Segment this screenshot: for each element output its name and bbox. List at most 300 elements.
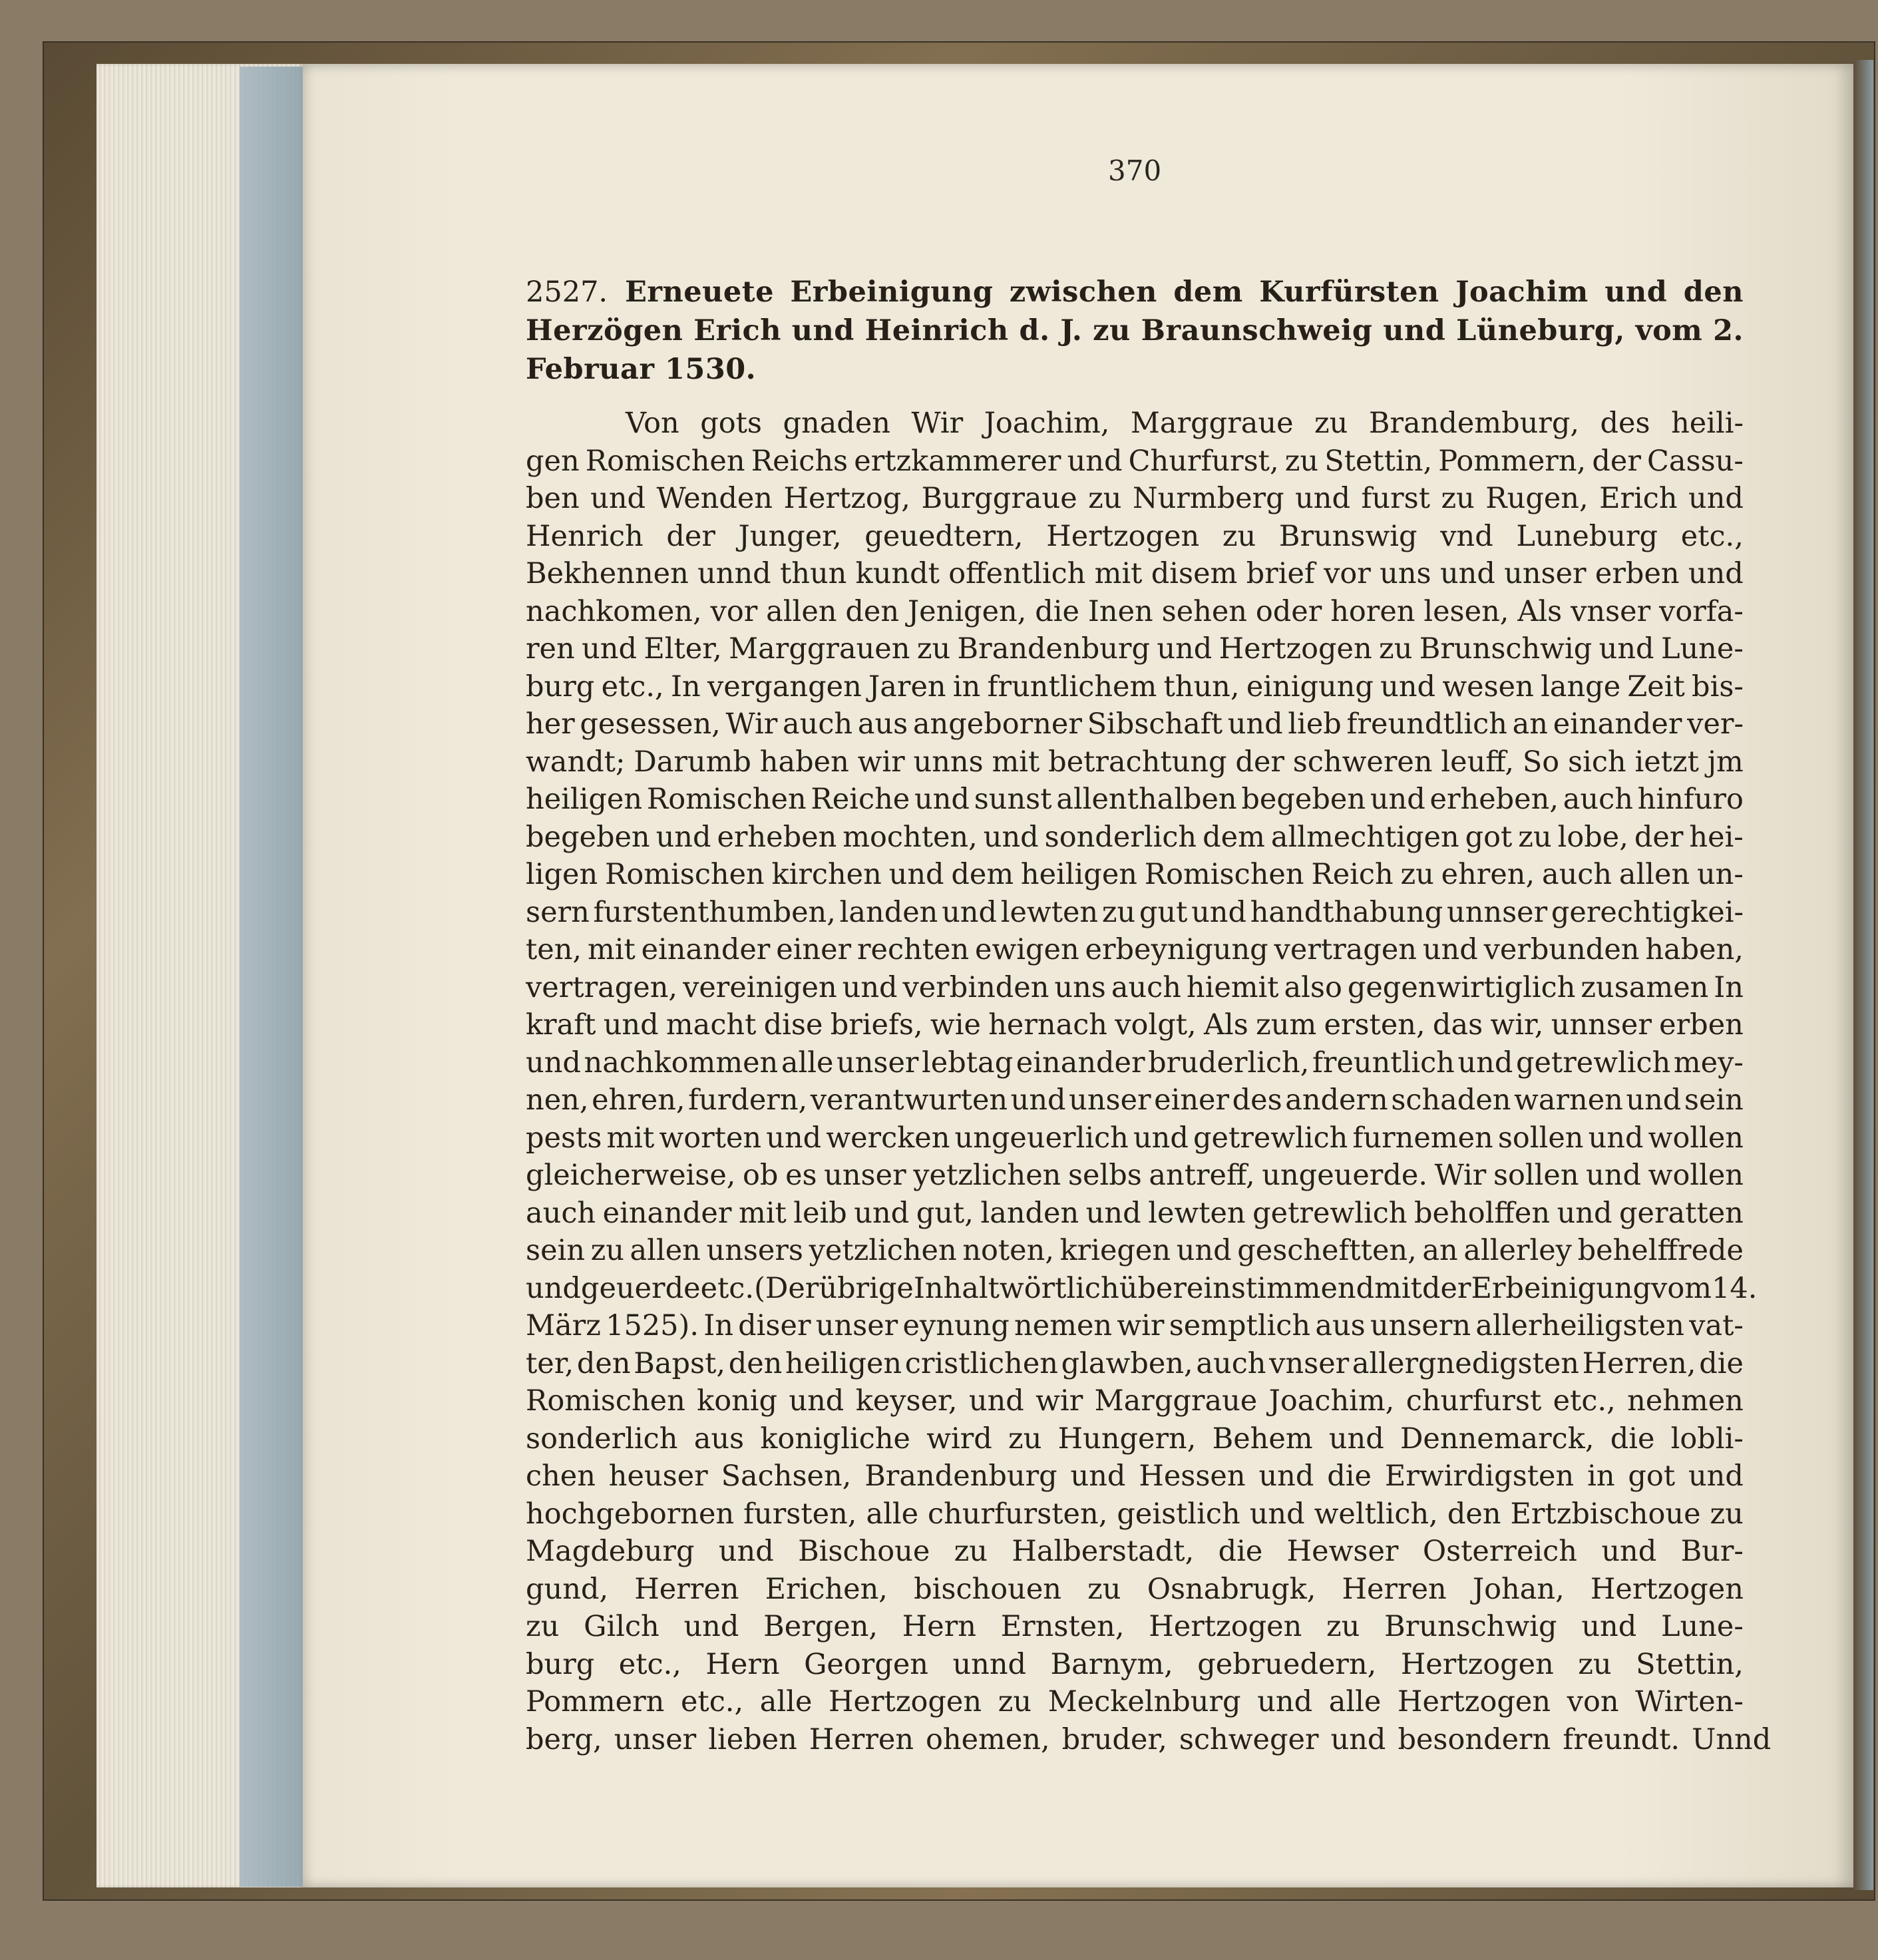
text-line (526, 894, 1744, 932)
text-word: gots (700, 407, 762, 440)
text-line (526, 1495, 1744, 1533)
text-word: wir, (1490, 1008, 1544, 1042)
document-heading (526, 273, 1744, 389)
text-word: Reiche (811, 783, 910, 816)
text-word: und (914, 783, 970, 816)
text-line (526, 518, 1744, 556)
text-word: ungeuerlich (954, 1121, 1129, 1155)
text-word: lieben (708, 1722, 797, 1756)
text-word: und (1085, 1196, 1141, 1230)
text-word: Hertzogen (1219, 632, 1372, 666)
text-word: Zeit (1627, 670, 1685, 703)
text-word: zu (590, 1234, 624, 1267)
text-word: und (1010, 1083, 1066, 1117)
text-word: gnaden (783, 407, 890, 440)
text-word: getrewlich (1193, 1121, 1348, 1155)
text-word: dise (763, 1008, 823, 1042)
text-line (526, 630, 1744, 668)
text-word: zu (1578, 1647, 1612, 1681)
text-word: zu (954, 1535, 988, 1568)
text-word: wir (1117, 1309, 1165, 1342)
text-word: und (1688, 557, 1744, 590)
text-word: Brandenburg (957, 632, 1150, 666)
text-word: einander (1553, 707, 1682, 741)
body-text (526, 405, 1772, 1758)
text-word: einer (776, 933, 852, 966)
text-word: heiligen (1020, 858, 1137, 891)
text-word: geistlich (1117, 1497, 1240, 1531)
text-word: fruntlichem (987, 670, 1157, 703)
text-word: und (1133, 1121, 1189, 1155)
text-word: Johan, (1472, 1572, 1565, 1606)
text-word: zu (1326, 1610, 1360, 1643)
text-word: Als (1203, 1008, 1248, 1042)
text-word: ob (743, 1159, 779, 1192)
text-word: und (1586, 1159, 1642, 1192)
text-word: wir (1035, 1384, 1083, 1418)
text-word: und (1688, 1460, 1744, 1493)
text-word: einander (602, 1196, 732, 1230)
text-word: zu (998, 1685, 1032, 1718)
text-word: Darumb (634, 745, 751, 779)
text-line (526, 1006, 1744, 1044)
text-word: schaden (1391, 1083, 1511, 1117)
text-word: lobe, (1557, 820, 1628, 854)
text-word: und (789, 1384, 845, 1418)
text-word: gleicherweise, (526, 1159, 736, 1192)
text-word: aus (1315, 1309, 1366, 1342)
text-line (526, 1044, 1744, 1082)
text-word: erben (1595, 557, 1680, 590)
text-word: furstenthumben, (593, 895, 836, 929)
text-word: Hertzogen (1400, 1647, 1554, 1681)
text-word: Lune- (1660, 1610, 1744, 1643)
text-word: mit (1094, 557, 1143, 590)
text-line (526, 443, 1744, 481)
text-word: 14. (1712, 1271, 1758, 1305)
text-word: ietzt (1634, 745, 1699, 779)
text-word: heiligen (526, 783, 643, 816)
text-word: wesen (1442, 670, 1534, 703)
text-word: sonderlich (1044, 820, 1197, 854)
text-word: etc., (1553, 1384, 1616, 1418)
text-word: yetzlichen (913, 1159, 1061, 1192)
text-word: freundt. (1563, 1722, 1680, 1756)
text-word: betrachtung (1048, 745, 1227, 779)
text-word: furnemen (1352, 1121, 1493, 1155)
text-word: Osnabrugk, (1147, 1572, 1316, 1606)
text-word: worten (659, 1121, 762, 1155)
text-word: got (1628, 1460, 1676, 1493)
text-word: un- (1696, 858, 1744, 891)
text-word: glawben, (1061, 1346, 1193, 1380)
text-word: und (1588, 1121, 1644, 1155)
text-word: und (590, 482, 646, 515)
text-word: auch (526, 1196, 596, 1230)
text-word: mit (738, 1196, 787, 1230)
text-line (526, 555, 1744, 593)
text-word: haben (759, 745, 849, 779)
text-word: lesen, (1423, 594, 1509, 628)
text-word: aus (857, 707, 908, 741)
text-word: die (1327, 1460, 1372, 1493)
text-word: etc., (680, 1685, 744, 1718)
text-word: der (1421, 1271, 1471, 1305)
text-word: wercken (826, 1121, 950, 1155)
text-word: ren (526, 632, 575, 666)
text-word: fursten, (743, 1497, 857, 1531)
text-word: und (842, 970, 898, 1004)
text-word: Brunswig (1278, 519, 1417, 553)
text-word: gescheftten, (1237, 1234, 1417, 1267)
text-line (526, 1345, 1744, 1383)
text-line (526, 1195, 1744, 1233)
text-word: einigung (1246, 670, 1374, 703)
text-word: des (1232, 1083, 1282, 1117)
text-word: Pommern, (1438, 444, 1587, 478)
text-word: Halberstadt, (1012, 1535, 1195, 1568)
text-word: geratten (1619, 1196, 1744, 1230)
text-word: Osterreich (1422, 1535, 1577, 1568)
text-word: etc. (700, 1271, 755, 1305)
text-word: Stettin, (1324, 444, 1433, 478)
text-word: Herren, (1582, 1346, 1696, 1380)
text-word: Nurmberg (1132, 482, 1284, 515)
text-word: Joachim, (984, 407, 1110, 440)
text-word: Magdeburg (526, 1535, 695, 1568)
text-word: und (603, 1008, 659, 1042)
text-word: vom (1651, 1271, 1712, 1305)
text-word: in (1587, 1460, 1615, 1493)
text-word: unnser (1551, 1008, 1652, 1042)
text-word: heuser (608, 1460, 708, 1493)
text-word: Inhalt (913, 1271, 1000, 1305)
text-word: gegenwirtiglich (1347, 970, 1576, 1004)
text-word: schweren (1292, 745, 1433, 779)
text-word: So (1522, 745, 1560, 779)
text-word: Erichen, (765, 1572, 888, 1606)
text-word: konigliche (760, 1422, 910, 1456)
text-word: Sibschaft (1087, 707, 1223, 741)
text-word: allen (630, 1234, 701, 1267)
text-word: Erich (1599, 482, 1678, 515)
text-word: ver- (1687, 707, 1744, 741)
text-word: und (1257, 1685, 1313, 1718)
text-word: unser (1069, 1083, 1151, 1117)
text-word: andern (1285, 1083, 1388, 1117)
text-word: wird (926, 1422, 992, 1456)
text-word: den (728, 1346, 783, 1380)
text-word: Hertzogen (1046, 519, 1200, 553)
text-word: konig (697, 1384, 778, 1418)
text-word: Brunschwig (1419, 632, 1593, 666)
text-word: Bergen, (763, 1610, 878, 1643)
text-word: eynung (902, 1309, 1010, 1342)
text-word: Bischoue (798, 1535, 930, 1568)
text-word: und (1249, 1497, 1305, 1531)
text-word: sollen (1497, 1121, 1584, 1155)
text-word: wollen (1648, 1121, 1744, 1155)
text-word: getrewlich (1515, 1046, 1671, 1079)
text-word: nachkomen, (526, 594, 702, 628)
text-word: Sachsen, (721, 1460, 852, 1493)
text-word: zu (916, 632, 951, 666)
text-word: der (1592, 444, 1641, 478)
text-word: offentlich (948, 557, 1086, 590)
text-word: unser (1504, 557, 1587, 590)
text-word: und (526, 1271, 581, 1305)
text-word: allmechtigen (1270, 820, 1459, 854)
text-word: rechten (856, 933, 970, 966)
text-word: unsern (1370, 1309, 1471, 1342)
text-word: ungeuerde. (1262, 1159, 1427, 1192)
text-word: Romischen (604, 858, 765, 891)
text-word: und (1598, 632, 1654, 666)
text-word: bischouen (914, 1572, 1061, 1606)
text-word: Burggraue (921, 482, 1077, 515)
text-line (526, 1458, 1744, 1495)
text-word: furdern, (688, 1083, 808, 1117)
text-word: alle (866, 1497, 919, 1531)
text-word: leib (793, 1196, 847, 1230)
text-word: mey- (1673, 1046, 1744, 1079)
text-word: Marggrauen (729, 632, 910, 666)
text-word: brief (1246, 557, 1315, 590)
text-word: leuff, (1441, 745, 1514, 779)
text-word: Stettin, (1636, 1647, 1744, 1681)
text-word: die (1035, 594, 1080, 628)
text-word: ehren, (1441, 858, 1535, 891)
right-cover-edge (1853, 60, 1873, 1890)
text-word: Herren (809, 1722, 914, 1756)
text-line (526, 1721, 1772, 1759)
text-word: allerley (1463, 1234, 1572, 1267)
text-word: erheben (717, 820, 837, 854)
text-word: thun, (1163, 670, 1240, 703)
text-word: auch (783, 707, 853, 741)
text-word: hei- (1689, 820, 1744, 854)
text-word: allen (1618, 858, 1690, 891)
text-word: got (1465, 820, 1513, 854)
text-word: Henrich (526, 519, 644, 553)
text-line (526, 969, 1744, 1007)
text-word: Marggraue (1094, 1384, 1258, 1418)
text-word: sunst (974, 783, 1052, 816)
text-word: Luneburg (1516, 519, 1658, 553)
text-word: zu (1314, 407, 1348, 440)
text-word: Wir (911, 407, 964, 440)
text-word: uns (1054, 970, 1106, 1004)
text-word: den (1447, 1497, 1501, 1531)
text-word: lobli- (1670, 1422, 1744, 1456)
text-line (526, 668, 1744, 706)
text-word: Reich (1311, 858, 1394, 891)
text-word: Von (626, 407, 679, 440)
text-word: horen (1330, 594, 1415, 628)
text-word: und (718, 1535, 774, 1568)
text-word: sein (1684, 1083, 1744, 1117)
text-word: Hertzogen (829, 1685, 982, 1718)
text-word: kraft (526, 1008, 596, 1042)
text-word: vereinigen (683, 970, 837, 1004)
text-word: und (582, 632, 637, 666)
text-word: burg (526, 1647, 595, 1681)
text-line (526, 405, 1744, 443)
text-word: und (683, 1610, 739, 1643)
text-word: etc., (1680, 519, 1744, 553)
text-word: Jaren (868, 670, 946, 703)
text-word: also (1284, 970, 1342, 1004)
text-word: allen (766, 594, 837, 628)
text-word: etc., (601, 670, 664, 703)
text-word: Reichs (751, 444, 848, 478)
text-word: März (526, 1309, 601, 1342)
text-word: alle (1328, 1685, 1382, 1718)
text-line (526, 1270, 1758, 1308)
text-word: lange (1541, 670, 1621, 703)
text-line (526, 1571, 1744, 1609)
text-word: noten, (962, 1234, 1054, 1267)
text-block (526, 273, 1772, 1758)
text-word: und (1581, 1610, 1637, 1643)
text-word: vergangen (707, 670, 862, 703)
text-word: In (703, 1309, 733, 1342)
text-word: gut (1139, 895, 1188, 929)
text-word: sollen (1493, 1159, 1579, 1192)
text-word: und (854, 1196, 910, 1230)
text-word: und (1070, 1460, 1126, 1493)
text-word: warnen (1514, 1083, 1623, 1117)
text-word: ehren, (592, 1083, 685, 1117)
text-word: Cassu- (1647, 444, 1744, 478)
text-line (526, 819, 1744, 857)
text-word: Herren (634, 1572, 739, 1606)
text-word: erheben, (1429, 783, 1559, 816)
text-word: mochten, (843, 820, 978, 854)
heading-number: 2527. (526, 276, 608, 309)
text-word: gesessen, (580, 707, 721, 741)
text-word: 1525). (606, 1309, 699, 1342)
text-line (526, 1533, 1744, 1571)
text-word: heiligen (785, 1346, 902, 1380)
text-word: wollen (1648, 1159, 1744, 1192)
text-word: sern (526, 895, 590, 929)
text-word: verantwurten (810, 1083, 1008, 1117)
text-word: Pommern (526, 1685, 665, 1718)
text-word: lebtag (922, 1046, 1014, 1079)
text-word: und (1439, 557, 1495, 590)
text-word: Erwirdigsten (1384, 1460, 1575, 1493)
text-word: selbs (1067, 1159, 1142, 1192)
text-word: Lune- (1660, 632, 1744, 666)
text-word: Brunschwig (1384, 1610, 1557, 1643)
text-word: Ertzbischoue (1510, 1497, 1701, 1531)
text-word: der (1235, 745, 1284, 779)
text-word: auch (1563, 783, 1633, 816)
text-word: vorfa- (1659, 594, 1744, 628)
text-word: auch (1196, 1346, 1266, 1380)
text-word: Herren (1342, 1572, 1447, 1606)
text-word: und (656, 820, 711, 854)
text-word: kundt (855, 557, 940, 590)
text-word: gund, (526, 1572, 609, 1606)
text-word: Unnd (1692, 1722, 1772, 1756)
text-word: Jenigen, (907, 594, 1027, 628)
text-word: und (1258, 1460, 1314, 1493)
text-word: dem (1203, 820, 1265, 854)
text-word: Wir (725, 707, 778, 741)
text-word: angeborner (912, 707, 1082, 741)
text-word: einer (1154, 1083, 1230, 1117)
text-word: bis- (1692, 670, 1744, 703)
text-word: kirchen (771, 858, 882, 891)
text-word: Hertzogen (1398, 1685, 1551, 1718)
text-word: unser (815, 1309, 898, 1342)
text-word: einander (641, 933, 771, 966)
text-word: oder (1255, 594, 1322, 628)
text-word: Bur- (1680, 1535, 1744, 1568)
text-word: wir (857, 745, 905, 779)
text-word: nen, (526, 1083, 589, 1117)
text-word: briefs, (830, 1008, 923, 1042)
text-word: yetzlichen (809, 1234, 957, 1267)
text-word: Romischen (1144, 858, 1304, 891)
text-line (526, 1608, 1744, 1646)
text-word: ohemen, (926, 1722, 1050, 1756)
text-word: mit (587, 933, 636, 966)
colored-page-edge (240, 67, 303, 1887)
text-word: freuntlich (1312, 1046, 1455, 1079)
text-word: die (1218, 1535, 1263, 1568)
text-word: thun (779, 557, 847, 590)
text-word: unser (614, 1722, 697, 1756)
text-word: der (1634, 820, 1684, 854)
text-word: cristlichen (904, 1346, 1058, 1380)
text-word: uns (1380, 557, 1431, 590)
text-word: vertragen, (526, 970, 678, 1004)
text-word: und (1688, 482, 1744, 515)
text-word: und (1176, 1234, 1232, 1267)
text-word: zu (1710, 1497, 1744, 1531)
text-word: vnser (1269, 1346, 1350, 1380)
text-word: mit (606, 1121, 655, 1155)
text-word: Wenden (656, 482, 773, 515)
text-word: und (1626, 1083, 1682, 1117)
text-word: mit (992, 745, 1040, 779)
text-word: Barnym, (1050, 1647, 1173, 1681)
text-line (526, 1646, 1744, 1684)
text-word: und (1157, 632, 1213, 666)
text-word: in (952, 670, 981, 703)
text-word: ertzkammerer (854, 444, 1061, 478)
text-line (526, 743, 1744, 781)
text-word: Bapst, (634, 1346, 726, 1380)
text-word: landen (980, 1196, 1079, 1230)
text-line (526, 480, 1744, 518)
text-word: ter, (526, 1346, 574, 1380)
text-word: einander (1016, 1046, 1145, 1079)
text-word: Hern (902, 1610, 976, 1643)
text-word: volgt, (1115, 1008, 1197, 1042)
text-word: zum (1256, 1008, 1317, 1042)
text-word: bruder, (1061, 1722, 1167, 1756)
text-word: bruderlich, (1148, 1046, 1310, 1079)
text-word: es (785, 1159, 817, 1192)
text-word: übereinstimmend (1119, 1271, 1375, 1305)
text-word: verbunden (1483, 933, 1640, 966)
text-word: Rugen, (1485, 482, 1589, 515)
text-word: auch (1111, 970, 1181, 1004)
